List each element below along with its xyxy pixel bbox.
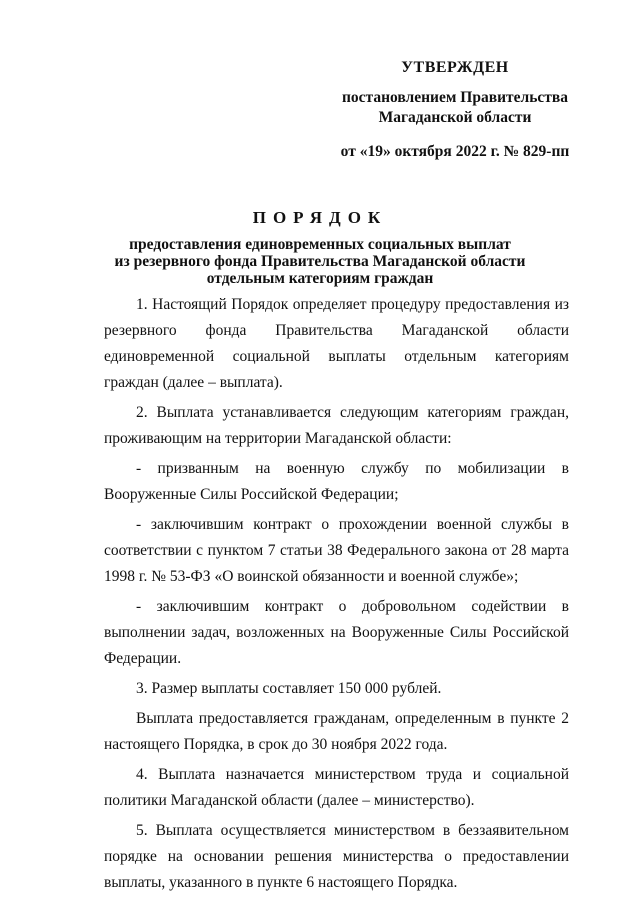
paragraph-item-1: 1. Настоящий Порядок определяет процедуру предоставления из резервного фонда Правительства Магаданской области единовременной социальной выплаты отдельным категориям граждан (далее – выплата). [104,296,569,391]
document-subtitle-line-1: предоставления единовременных социальных выплат [129,236,511,253]
document-title-main: ПОРЯДОК [252,208,388,227]
paragraph-item-2-contract: - заключившим контракт о прохождении военной службы в соответствии с пунктом 7 статьи 38 Федерального закона от 28 марта 1998 г. № 53-ФЗ «О воинской обязанности и военной службе»; [104,516,569,585]
approval-line-1: постановлением Правительства [341,89,569,106]
paragraph-item-3-deadline: Выплата предоставляется гражданам, определенным в пункте 2 настоящего Порядка, в срок до 30 ноября 2022 года. [104,710,569,753]
paragraph-item-3: 3. Размер выплаты составляет 150 000 рублей. [136,680,442,697]
approval-title: УТВЕРЖДЕН [401,59,509,76]
document-title [0,208,640,287]
paragraph-item-5: 5. Выплата осуществляется министерством в беззаявительном порядке на основании решения министерства о предоставлении выплаты, указанного в пункте 6 настоящего Порядка. [104,822,569,891]
approval-line-2: Магаданской области [378,109,532,126]
paragraph-item-2-volunteer: - заключившим контракт о добровольном содействии в выполнении задач, возложенных на Вооруженные Силы Российской Федерации. [104,598,569,667]
paragraph-item-2: 2. Выплата устанавливается следующим категориям граждан, проживающим на территории Магаданской области: [104,404,569,447]
document-subtitle-line-3: отдельным категориям граждан [206,270,434,287]
approval-stamp [330,58,580,162]
paragraph-item-4: 4. Выплата назначается министерством труда и социальной политики Магаданской области (далее – министерство). [104,766,569,809]
approval-date: от «19» октября 2022 г. № 829-пп [340,143,570,160]
document-subtitle-line-2: из резервного фонда Правительства Магаданской области [114,253,526,270]
document-body [104,292,569,900]
paragraph-item-2-mobilized: - призванным на военную службу по мобилизации в Вооруженные Силы Российской Федерации; [104,460,569,503]
